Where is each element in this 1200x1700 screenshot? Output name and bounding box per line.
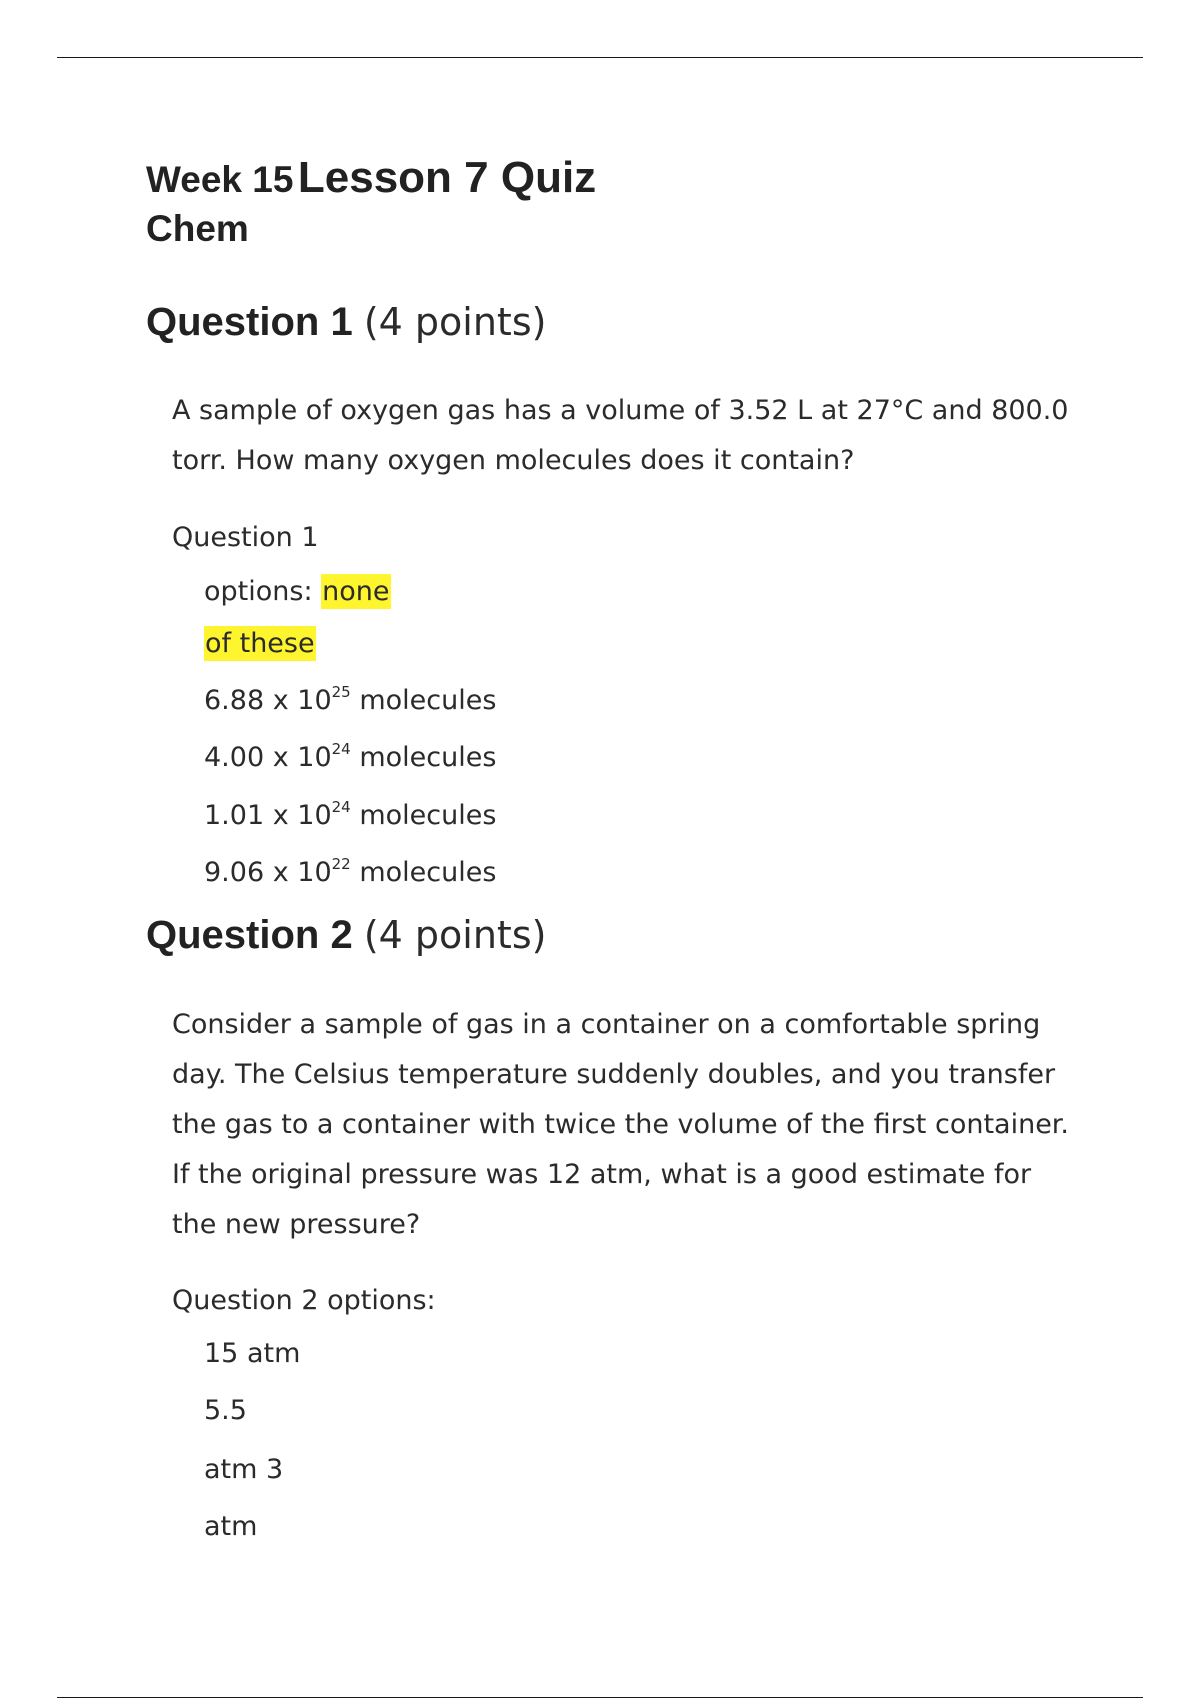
top-rule (57, 57, 1143, 58)
question-1-heading (146, 300, 546, 345)
option-unit: molecules (359, 800, 497, 831)
question-1-options-label: Question 1 (172, 522, 319, 553)
option-exponent: 24 (331, 740, 351, 758)
question-2-options-label: Question 2 options: (172, 1285, 436, 1316)
option-value: 6.88 x 10 (204, 685, 332, 716)
option-exponent: 25 (331, 683, 351, 701)
question-2-text: Consider a sample of gas in a container on a comfortable spring day. The Celsius temperature suddenly doubles, and you transfer the gas to a container with twice the volume of the first container. If the original pressure was 12 atm, what is a good estimate for the new pressure? (172, 1009, 1070, 1240)
title-lesson: Lesson 7 Quiz (297, 153, 597, 202)
title-week: Week 15 (146, 159, 294, 200)
option-value: 1.01 x 10 (204, 800, 332, 831)
question-2-points: (4 points) (363, 913, 547, 957)
question-2-option-3[interactable]: atm 3 (204, 1454, 284, 1485)
question-1-points: (4 points) (363, 300, 547, 344)
question-1-option-2[interactable] (204, 683, 497, 716)
option-unit: molecules (359, 742, 497, 773)
option-unit: molecules (359, 857, 497, 888)
question-1-option-3[interactable] (204, 740, 497, 773)
question-1-label: Question 1 (146, 300, 353, 344)
question-1-option-1-line-1 (204, 578, 391, 605)
options-prefix: options: (204, 576, 313, 607)
question-2-option-2[interactable]: 5.5 (204, 1395, 247, 1426)
question-2-option-1[interactable]: 15 atm (204, 1338, 301, 1369)
question-1-text: A sample of oxygen gas has a volume of 3.52 L at 27°C and 800.0 torr. How many oxygen molecules does it contain? (172, 395, 1069, 476)
question-2-option-4[interactable]: atm (204, 1511, 258, 1542)
question-2-heading (146, 913, 546, 958)
question-1-option-1-line-2 (204, 630, 316, 657)
bottom-rule (57, 1697, 1143, 1698)
option-none-of-these[interactable]: none (322, 576, 390, 607)
option-value: 9.06 x 10 (204, 857, 332, 888)
question-1-option-4[interactable] (204, 798, 497, 831)
option-unit: molecules (359, 685, 497, 716)
title-subject: Chem (146, 207, 249, 249)
option-none-of-these-cont[interactable]: of these (205, 628, 315, 659)
page-title (146, 152, 596, 251)
option-exponent: 22 (331, 855, 351, 873)
question-2-label: Question 2 (146, 913, 353, 957)
question-1-option-5[interactable] (204, 855, 497, 888)
option-exponent: 24 (331, 798, 351, 816)
option-value: 4.00 x 10 (204, 742, 332, 773)
